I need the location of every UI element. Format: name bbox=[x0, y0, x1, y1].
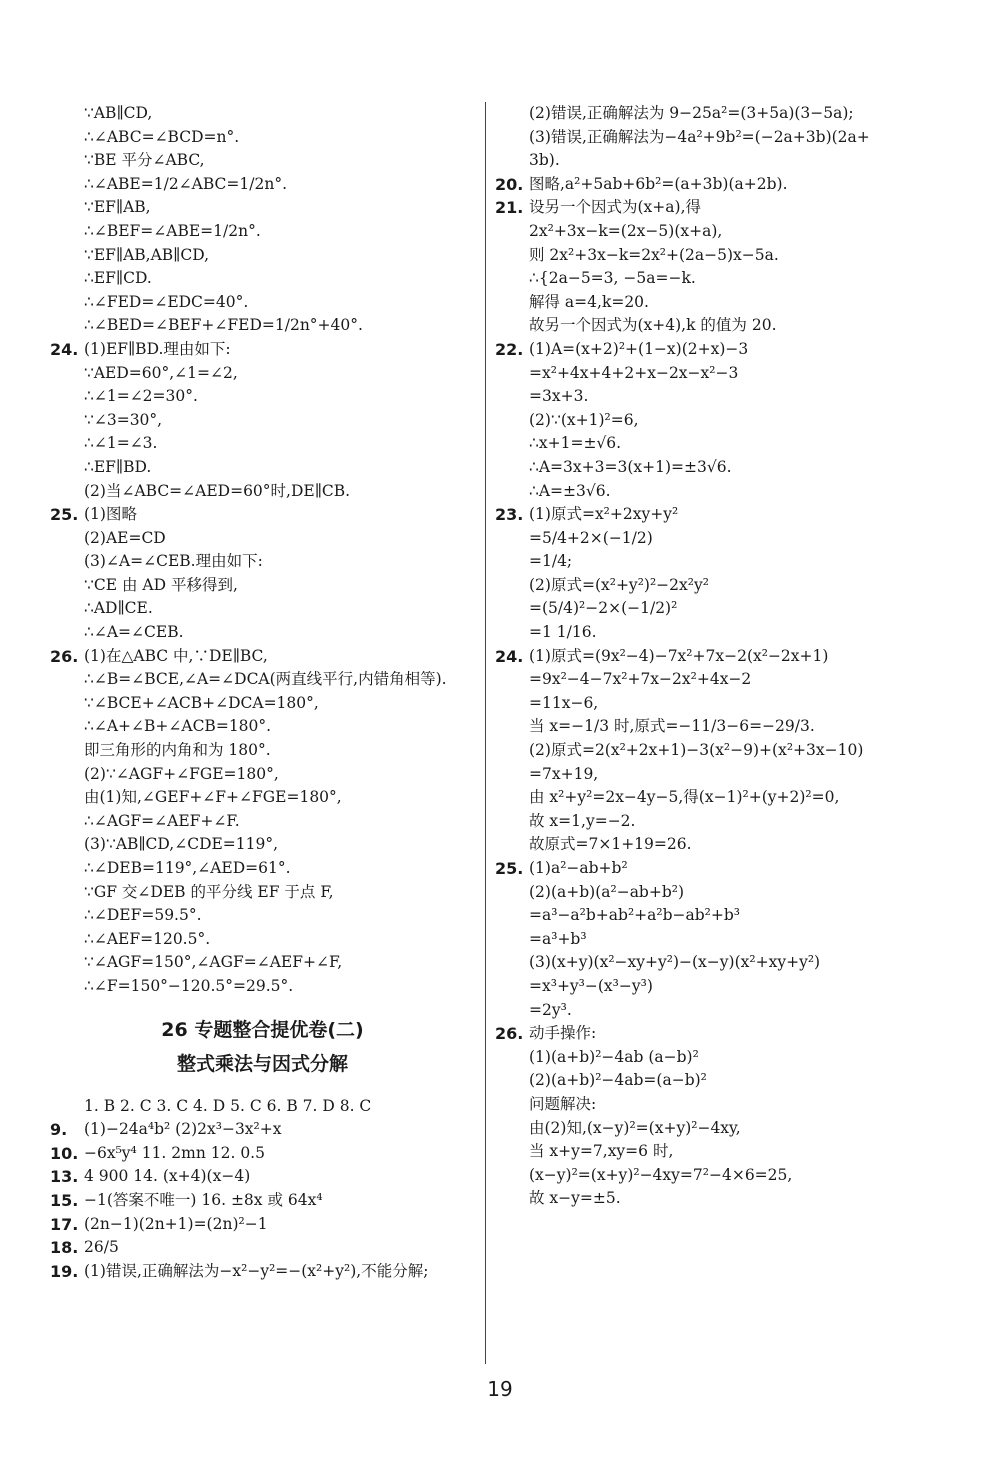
answer-line bbox=[495, 338, 950, 362]
answer-text: =2y³. bbox=[529, 1000, 572, 1019]
answer-line bbox=[50, 385, 475, 409]
answer-line bbox=[50, 314, 475, 338]
answer-line bbox=[495, 267, 950, 291]
answer-line bbox=[495, 621, 950, 645]
answer-line bbox=[495, 409, 950, 433]
left-answers-top bbox=[50, 102, 475, 999]
answer-text: ∴∠DEF=59.5°. bbox=[84, 906, 202, 925]
answer-line bbox=[495, 244, 950, 268]
answer-line bbox=[50, 432, 475, 456]
question-number: 13. bbox=[50, 1167, 79, 1187]
answer-line bbox=[495, 362, 950, 386]
answer-text: (3)∠A=∠CEB.理由如下: bbox=[84, 552, 263, 571]
left-answers-bottom bbox=[50, 1095, 475, 1284]
answer-text: (1)在△ABC 中,∵DE∥BC, bbox=[84, 646, 268, 665]
answer-line bbox=[50, 1165, 475, 1189]
question-number: 21. bbox=[495, 198, 524, 218]
answer-line bbox=[495, 102, 950, 126]
answer-line bbox=[50, 149, 475, 173]
answer-text: ∵EF∥AB, bbox=[84, 198, 151, 217]
answer-line bbox=[495, 1046, 950, 1070]
answer-text: (1)EF∥BD.理由如下: bbox=[84, 339, 231, 358]
section-gap bbox=[50, 999, 475, 1013]
answer-line bbox=[495, 196, 950, 220]
question-number: 18. bbox=[50, 1238, 79, 1258]
answer-line bbox=[50, 597, 475, 621]
answer-text: (1)原式=(9x²−4)−7x²+7x−2(x²−2x+1) bbox=[529, 646, 829, 665]
answer-line bbox=[50, 409, 475, 433]
answer-line bbox=[50, 102, 475, 126]
answer-text: ∴∠BED=∠BEF+∠FED=1/2n°+40°. bbox=[84, 316, 363, 335]
answer-text: (3)∵AB∥CD,∠CDE=119°, bbox=[84, 835, 279, 854]
section-heading-line2: 整式乘法与因式分解 bbox=[176, 1052, 348, 1075]
answer-text: 1. B 2. C 3. C 4. D 5. C 6. B 7. D 8. C bbox=[84, 1096, 372, 1115]
answer-line bbox=[50, 338, 475, 362]
answer-line bbox=[50, 1236, 475, 1260]
answer-line bbox=[495, 1022, 950, 1046]
answer-text: ∴∠1=∠3. bbox=[84, 434, 158, 453]
answer-line bbox=[50, 1142, 475, 1166]
answer-text: 解得 a=4,k=20. bbox=[529, 292, 649, 311]
answer-text: =1 1/16. bbox=[529, 623, 597, 642]
answer-line bbox=[495, 1187, 950, 1211]
answer-text: 3b). bbox=[529, 151, 560, 170]
answer-text: ∴∠1=∠2=30°. bbox=[84, 387, 198, 406]
answer-text: =11x−6, bbox=[529, 693, 599, 712]
answer-text: 设另一个因式为(x+a),得 bbox=[529, 198, 701, 217]
answer-text: ∴∠AEF=120.5°. bbox=[84, 929, 211, 948]
answer-text: ∴x+1=±√6. bbox=[529, 434, 622, 453]
column-divider bbox=[485, 102, 486, 1364]
answer-line bbox=[495, 692, 950, 716]
question-number: 10. bbox=[50, 1143, 79, 1163]
answer-text: ∴A=3x+3=3(x+1)=±3√6. bbox=[529, 457, 732, 476]
answer-line bbox=[50, 1213, 475, 1237]
answer-line bbox=[50, 645, 475, 669]
answer-line bbox=[495, 668, 950, 692]
question-number: 23. bbox=[495, 505, 524, 525]
answer-text: ∵∠BCE+∠ACB+∠DCA=180°, bbox=[84, 693, 319, 712]
answer-text: ∵∠AGF=150°,∠AGF=∠AEF+∠F, bbox=[84, 953, 343, 972]
answer-text: (2)原式=2(x²+2x+1)−3(x²−9)+(x²+3x−10) bbox=[529, 741, 864, 760]
answer-line bbox=[495, 810, 950, 834]
right-answers bbox=[495, 102, 950, 1211]
answer-text: ∵∠3=30°, bbox=[84, 410, 163, 429]
left-column bbox=[50, 102, 475, 1283]
answer-line bbox=[50, 267, 475, 291]
answer-text: =(5/4)²−2×(−1/2)² bbox=[529, 599, 678, 618]
answer-line bbox=[50, 975, 475, 999]
answer-line bbox=[495, 715, 950, 739]
answer-line bbox=[50, 715, 475, 739]
answer-text: 问题解决: bbox=[529, 1094, 597, 1113]
question-number: 22. bbox=[495, 339, 524, 359]
answer-line bbox=[495, 291, 950, 315]
answer-text: (3)错误,正确解法为−4a²+9b²=(−2a+3b)(2a+ bbox=[529, 127, 870, 146]
answer-text: ∴∠BEF=∠ABE=1/2n°. bbox=[84, 221, 261, 240]
answer-text: ∵EF∥AB,AB∥CD, bbox=[84, 245, 210, 264]
answer-text: (2)∵∠AGF+∠FGE=180°, bbox=[84, 764, 279, 783]
answer-text: ∵CE 由 AD 平移得到, bbox=[84, 575, 238, 594]
answer-line bbox=[50, 503, 475, 527]
answer-text: ∴∠F=150°−120.5°=29.5°. bbox=[84, 976, 294, 995]
answer-line bbox=[50, 1118, 475, 1142]
answer-line bbox=[495, 833, 950, 857]
answer-text: (2n−1)(2n+1)=(2n)²−1 bbox=[84, 1214, 268, 1233]
answer-line bbox=[50, 786, 475, 810]
answer-text: =7x+19, bbox=[529, 764, 599, 783]
answer-text: (2)(a+b)(a²−ab+b²) bbox=[529, 882, 685, 901]
answer-text: (2)∵(x+1)²=6, bbox=[529, 410, 639, 429]
answer-text: ∵AB∥CD, bbox=[84, 104, 153, 122]
answer-line bbox=[50, 244, 475, 268]
answer-line bbox=[50, 668, 475, 692]
answer-line bbox=[50, 527, 475, 551]
answer-text: (2)(a+b)²−4ab=(a−b)² bbox=[529, 1071, 707, 1090]
answer-line bbox=[495, 786, 950, 810]
answer-line bbox=[50, 1189, 475, 1213]
answer-text: 动手操作: bbox=[529, 1024, 597, 1043]
answer-line bbox=[495, 904, 950, 928]
answer-line bbox=[50, 362, 475, 386]
answer-line bbox=[495, 951, 950, 975]
answer-text: 则 2x²+3x−k=2x²+(2a−5)x−5a. bbox=[529, 245, 779, 264]
answer-line bbox=[495, 1164, 950, 1188]
answer-text: 故另一个因式为(x+4),k 的值为 20. bbox=[529, 316, 777, 335]
answer-text: (1)原式=x²+2xy+y² bbox=[529, 505, 679, 524]
answer-text: =x³+y³−(x³−y³) bbox=[529, 976, 653, 995]
answer-line bbox=[495, 503, 950, 527]
answer-text: ∴∠A+∠B+∠ACB=180°. bbox=[84, 717, 272, 736]
answer-line bbox=[495, 480, 950, 504]
answer-text: ∴EF∥CD. bbox=[84, 269, 152, 288]
answer-line bbox=[50, 1260, 475, 1284]
answer-text: 由 x²+y²=2x−4y−5,得(x−1)²+(y+2)²=0, bbox=[529, 788, 840, 807]
answer-text: (1)(a+b)²−4ab (a−b)² bbox=[529, 1047, 699, 1066]
answer-text: 26/5 bbox=[84, 1238, 119, 1257]
answer-line bbox=[50, 574, 475, 598]
answer-text: (2)当∠ABC=∠AED=60°时,DE∥CB. bbox=[84, 481, 351, 500]
answer-text: (1)A=(x+2)²+(1−x)(2+x)−3 bbox=[529, 339, 749, 358]
answer-text: ∴EF∥BD. bbox=[84, 457, 152, 476]
answer-line bbox=[50, 692, 475, 716]
answer-line bbox=[495, 645, 950, 669]
question-number: 26. bbox=[495, 1024, 524, 1044]
answer-text: ∴A=±3√6. bbox=[529, 481, 611, 500]
answer-line bbox=[50, 951, 475, 975]
answer-line bbox=[495, 1140, 950, 1164]
answer-text: ∴∠AGF=∠AEF+∠F. bbox=[84, 811, 240, 830]
question-number: 24. bbox=[495, 646, 524, 666]
answer-text: 故原式=7×1+19=26. bbox=[529, 835, 692, 854]
answer-line bbox=[495, 314, 950, 338]
answer-text: (1)a²−ab+b² bbox=[529, 859, 628, 877]
answer-text: 由(1)知,∠GEF+∠F+∠FGE=180°, bbox=[84, 788, 342, 807]
answer-text: (1)−24a⁴b² (2)2x³−3x²+x bbox=[84, 1120, 282, 1139]
answer-line bbox=[50, 833, 475, 857]
answer-line bbox=[50, 763, 475, 787]
answer-text: (3)(x+y)(x²−xy+y²)−(x−y)(x²+xy+y²) bbox=[529, 953, 821, 972]
answer-line bbox=[495, 1117, 950, 1141]
answer-line bbox=[495, 975, 950, 999]
answer-text: 2x²+3x−k=(2x−5)(x+a), bbox=[529, 221, 723, 240]
answer-text: ∴∠ABE=1/2∠ABC=1/2n°. bbox=[84, 174, 287, 193]
answer-line bbox=[495, 763, 950, 787]
answer-text: =3x+3. bbox=[529, 387, 589, 406]
answer-line bbox=[495, 220, 950, 244]
answer-text: 4 900 14. (x+4)(x−4) bbox=[84, 1167, 251, 1186]
answer-text: ∵AED=60°,∠1=∠2, bbox=[84, 363, 238, 382]
answer-text: =9x²−4−7x²+7x−2x²+4x−2 bbox=[529, 670, 752, 689]
answer-text: ∴{2a−5=3, −5a=−k. bbox=[529, 269, 696, 288]
answer-text: 图略,a²+5ab+6b²=(a+3b)(a+2b). bbox=[529, 174, 788, 193]
answer-line bbox=[495, 432, 950, 456]
answer-text: −6x⁵y⁴ 11. 2mn 12. 0.5 bbox=[84, 1143, 265, 1162]
answer-text: ∵BE 平分∠ABC, bbox=[84, 151, 205, 170]
question-number: 9. bbox=[50, 1120, 68, 1140]
answer-line bbox=[50, 810, 475, 834]
answer-text: (1)图略 bbox=[84, 505, 137, 524]
answer-line bbox=[495, 1093, 950, 1117]
answer-text: 当 x=−1/3 时,原式=−11/3−6=−29/3. bbox=[529, 717, 815, 736]
answer-text: =a³+b³ bbox=[529, 929, 587, 948]
answer-line bbox=[50, 739, 475, 763]
question-number: 26. bbox=[50, 646, 79, 666]
answer-text: 当 x+y=7,xy=6 时, bbox=[529, 1142, 674, 1161]
question-number: 25. bbox=[50, 505, 79, 525]
answer-line bbox=[50, 621, 475, 645]
answer-line bbox=[495, 126, 950, 150]
answer-text: ∴∠FED=∠EDC=40°. bbox=[84, 292, 249, 311]
question-number: 20. bbox=[495, 174, 524, 194]
answer-text: 故 x=1,y=−2. bbox=[529, 811, 636, 830]
answer-line bbox=[50, 173, 475, 197]
answer-line bbox=[495, 928, 950, 952]
answer-text: (1)错误,正确解法为−x²−y²=−(x²+y²),不能分解; bbox=[84, 1261, 429, 1280]
section-heading-line1: 26 专题整合提优卷(二) bbox=[161, 1018, 364, 1041]
answer-line bbox=[50, 550, 475, 574]
right-column bbox=[495, 102, 950, 1211]
answer-line bbox=[495, 999, 950, 1023]
answer-text: ∴∠ABC=∠BCD=n°. bbox=[84, 127, 240, 146]
answer-line bbox=[50, 196, 475, 220]
page-number: 19 bbox=[487, 1377, 513, 1401]
question-number: 17. bbox=[50, 1214, 79, 1234]
answer-line bbox=[495, 739, 950, 763]
question-number: 25. bbox=[495, 859, 524, 878]
answer-text: (2)错误,正确解法为 9−25a²=(3+5a)(3−5a); bbox=[529, 104, 854, 122]
answer-text: ∵GF 交∠DEB 的平分线 EF 于点 F, bbox=[84, 882, 334, 901]
answer-line bbox=[50, 480, 475, 504]
answer-text: ∴∠DEB=119°,∠AED=61°. bbox=[84, 859, 291, 877]
answer-line bbox=[495, 527, 950, 551]
answer-text: =1/4; bbox=[529, 552, 573, 571]
answer-line bbox=[50, 291, 475, 315]
answer-text: =a³−a²b+ab²+a²b−ab²+b³ bbox=[529, 906, 741, 925]
answer-line bbox=[495, 149, 950, 173]
answer-line bbox=[50, 456, 475, 480]
answer-line bbox=[495, 1069, 950, 1093]
answer-line bbox=[50, 1095, 475, 1119]
answer-line bbox=[50, 220, 475, 244]
answer-line bbox=[495, 173, 950, 197]
answer-line bbox=[50, 904, 475, 928]
section-gap bbox=[50, 1081, 475, 1095]
answer-text: =5/4+2×(−1/2) bbox=[529, 528, 653, 547]
answer-line bbox=[495, 574, 950, 598]
answer-text: ∴AD∥CE. bbox=[84, 599, 153, 618]
question-number: 15. bbox=[50, 1190, 79, 1210]
answer-text: (2)原式=(x²+y²)²−2x²y² bbox=[529, 575, 709, 594]
answer-text: 由(2)知,(x−y)²=(x+y)²−4xy, bbox=[529, 1118, 741, 1137]
answer-text: (2)AE=CD bbox=[84, 528, 166, 547]
answer-text: =x²+4x+4+2+x−2x−x²−3 bbox=[529, 363, 739, 382]
question-number: 24. bbox=[50, 339, 79, 359]
answer-text: ∴∠B=∠BCE,∠A=∠DCA(两直线平行,内错角相等). bbox=[84, 670, 447, 689]
answer-text: 即三角形的内角和为 180°. bbox=[84, 741, 271, 760]
answer-text: (x−y)²=(x+y)²−4xy=7²−4×6=25, bbox=[529, 1165, 793, 1184]
answer-line bbox=[50, 881, 475, 905]
answer-line bbox=[495, 881, 950, 905]
answer-text: 故 x−y=±5. bbox=[529, 1189, 621, 1208]
answer-line bbox=[495, 857, 950, 881]
question-number: 19. bbox=[50, 1261, 79, 1281]
answer-line bbox=[495, 385, 950, 409]
answer-line bbox=[495, 550, 950, 574]
answer-text: ∴∠A=∠CEB. bbox=[84, 623, 184, 642]
answer-line bbox=[495, 456, 950, 480]
answer-line bbox=[50, 126, 475, 150]
answer-line bbox=[495, 597, 950, 621]
answer-text: −1(答案不唯一) 16. ±8x 或 64x⁴ bbox=[84, 1190, 323, 1209]
answer-line bbox=[50, 928, 475, 952]
answer-line bbox=[50, 857, 475, 881]
